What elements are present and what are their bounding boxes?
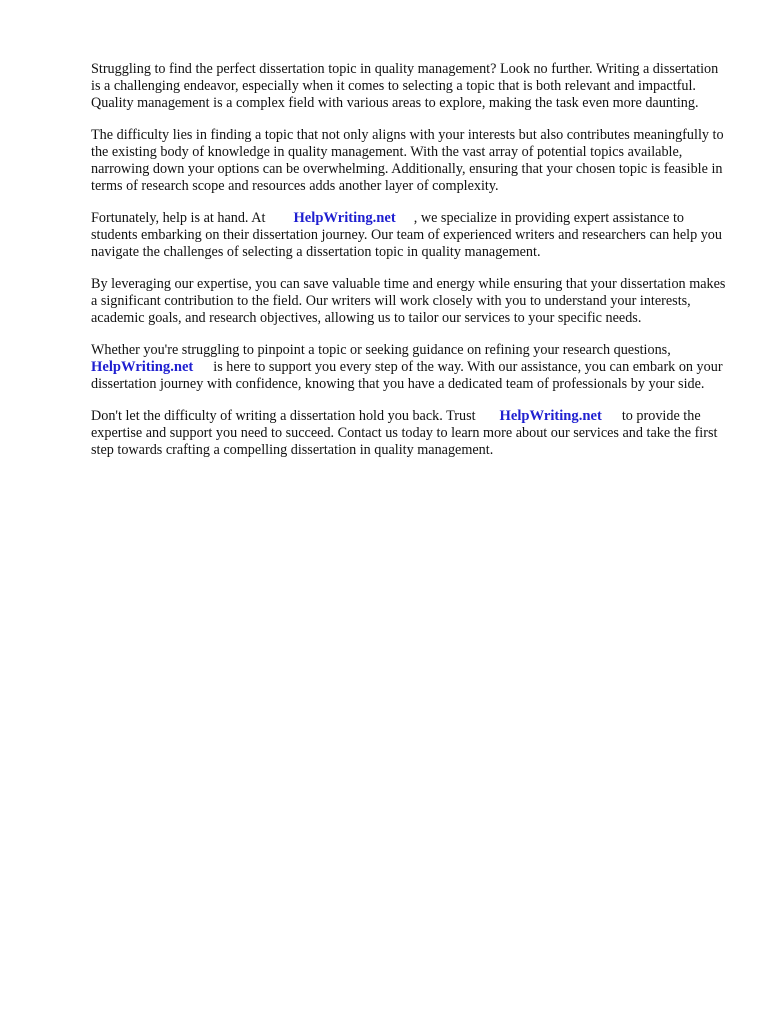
helpwriting-link[interactable]: HelpWriting.net — [293, 210, 396, 226]
paragraph-guidance — [91, 342, 731, 393]
paragraph-guidance-after: is here to support you every step of the way. With our assistance, you can embark on your dissertation journey with confidence, knowing that you have a dedicated team of professionals by your side. — [91, 359, 723, 392]
paragraph-guidance-before: Whether you're struggling to pinpoint a topic or seeking guidance on refining your research questions, — [91, 342, 671, 358]
document-body — [91, 61, 731, 474]
paragraph-closing-before: Don't let the difficulty of writing a dissertation hold you back. Trust — [91, 408, 476, 424]
paragraph-closing-after: to provide the expertise and support you need to succeed. Contact us today to learn more about our services and take the first step towards crafting a compelling dissertation in quality management. — [91, 408, 718, 458]
paragraph-expertise: By leveraging our expertise, you can save valuable time and energy while ensuring that your dissertation makes a significant contribution to the field. Our writers will work closely with you to understand your interests, academic goals, and research objectives, allowing us to tailor our services to your specific needs. — [91, 276, 726, 326]
paragraph-help — [91, 210, 731, 261]
paragraph-intro: Struggling to find the perfect dissertation topic in quality management? Look no further. Writing a dissertation is a challenging endeavor, especially when it comes to selecting a topic that is both relevant and impactful. Quality management is a complex field with various areas to explore, making the task even more daunting. — [91, 61, 719, 111]
paragraph-help-after: , we specialize in providing expert assistance to students embarking on their dissertation journey. Our team of experienced writers and researchers can help you navigate the challenges of selecting a dissertation topic in quality management. — [91, 210, 722, 260]
paragraph-difficulty: The difficulty lies in finding a topic that not only aligns with your interests but also contributes meaningfully to the existing body of knowledge in quality management. With the vast array of potential topics available, narrowing down your options can be overwhelming. Additionally, ensuring that your chosen topic is feasible in terms of research scope and resources adds another layer of complexity. — [91, 127, 724, 194]
helpwriting-link[interactable]: HelpWriting.net — [499, 408, 602, 424]
helpwriting-link[interactable]: HelpWriting.net — [91, 359, 194, 375]
paragraph-help-before: Fortunately, help is at hand. At — [91, 210, 266, 226]
paragraph-closing — [91, 408, 731, 459]
